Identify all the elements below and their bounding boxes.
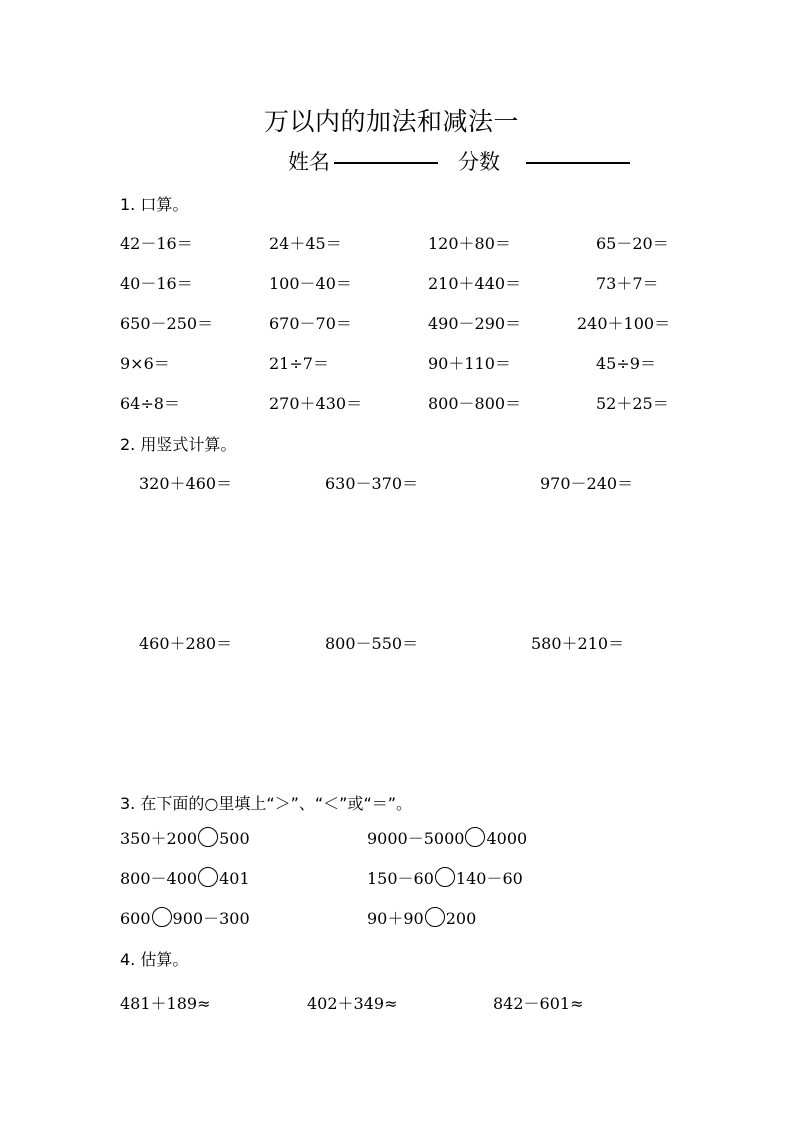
problem: 100－40＝ <box>269 274 352 293</box>
problem: 40－16＝ <box>120 274 193 293</box>
compare-left: 9000－5000 <box>367 829 465 848</box>
worksheet-title: 万以内的加法和减法一 <box>264 107 520 136</box>
problem: 650－250＝ <box>120 314 214 333</box>
score-label: 分数 <box>458 150 500 174</box>
compare-left: 800－400 <box>120 869 198 888</box>
problem: 45÷9＝ <box>596 354 656 373</box>
section-1-heading: 1. 口算。 <box>120 195 189 214</box>
compare-right: 900－300 <box>172 909 250 928</box>
answer-circle[interactable] <box>198 867 218 887</box>
score-blank[interactable] <box>526 162 630 164</box>
problem: 9×6＝ <box>120 354 170 373</box>
compare-left: 350＋200 <box>120 829 198 848</box>
problem: 65－20＝ <box>596 234 669 253</box>
compare-item <box>120 906 250 929</box>
answer-circle[interactable] <box>152 907 172 927</box>
problem: 210＋440＝ <box>428 274 522 293</box>
name-blank[interactable] <box>334 162 438 164</box>
problem: 21÷7＝ <box>269 354 329 373</box>
problem: 24＋45＝ <box>269 234 342 253</box>
vertical-problem: 320＋460＝ <box>139 474 233 493</box>
problem: 120＋80＝ <box>428 234 511 253</box>
problem: 73＋7＝ <box>596 274 659 293</box>
compare-right: 401 <box>219 869 250 888</box>
compare-item <box>120 826 250 849</box>
problem: 490－290＝ <box>428 314 522 333</box>
compare-left: 600 <box>120 909 151 928</box>
vertical-problem: 460＋280＝ <box>139 634 233 653</box>
estimate-problem: 402＋349≈ <box>307 994 398 1013</box>
section-4-heading: 4. 估算。 <box>120 950 189 969</box>
answer-circle[interactable] <box>198 827 218 847</box>
problem: 240＋100＝ <box>577 314 671 333</box>
estimate-problem: 481＋189≈ <box>120 994 211 1013</box>
vertical-problem: 630－370＝ <box>325 474 419 493</box>
problem: 270＋430＝ <box>269 394 363 413</box>
problem: 90＋110＝ <box>428 354 511 373</box>
name-label: 姓名 <box>288 150 330 174</box>
estimate-problem: 842－601≈ <box>493 994 584 1013</box>
section-3-heading: 3. 在下面的○里填上“＞”、“＜”或“＝”。 <box>120 794 413 813</box>
section-2-heading: 2. 用竖式计算。 <box>120 435 237 454</box>
compare-right: 4000 <box>486 829 528 848</box>
vertical-problem: 800－550＝ <box>325 634 419 653</box>
compare-item <box>367 906 476 929</box>
problem: 800－800＝ <box>428 394 522 413</box>
problem: 64÷8＝ <box>120 394 180 413</box>
problem: 42－16＝ <box>120 234 193 253</box>
compare-left: 150－60 <box>367 869 434 888</box>
vertical-problem: 580＋210＝ <box>531 634 625 653</box>
compare-item <box>367 866 523 889</box>
problem: 670－70＝ <box>269 314 352 333</box>
answer-circle[interactable] <box>465 827 485 847</box>
compare-left: 90＋90 <box>367 909 424 928</box>
compare-right: 200 <box>445 909 477 928</box>
compare-right: 500 <box>219 829 250 848</box>
compare-right: 140－60 <box>455 869 523 888</box>
compare-item <box>367 826 527 849</box>
answer-circle[interactable] <box>435 867 455 887</box>
compare-item <box>120 866 250 889</box>
vertical-problem: 970－240＝ <box>540 474 634 493</box>
answer-circle[interactable] <box>425 907 445 927</box>
problem: 52＋25＝ <box>596 394 669 413</box>
